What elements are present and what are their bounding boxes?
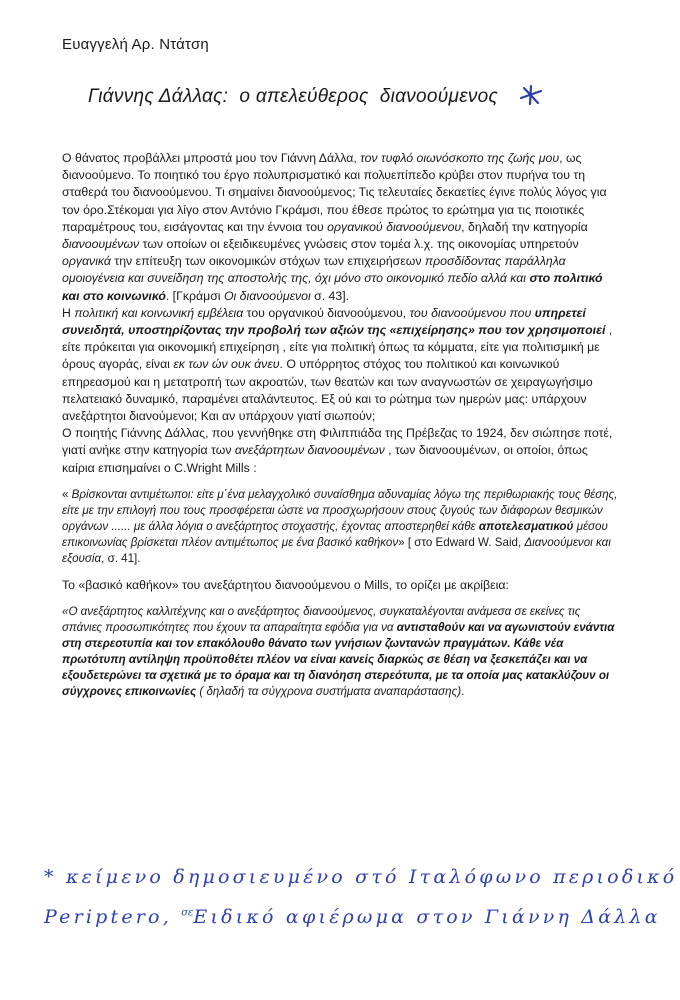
handwritten-note-line-2: Periptero, $^{\sigma\varepsilon}$Ειδικό αφιέρωμα στον Γιάννη Δάλλα xyxy=(44,906,661,928)
article-body xyxy=(62,150,622,700)
quote-1: « Βρίσκονται αντιμέτωποι: είτε μ΄ένα μελαγχολικό συναίσθημα αδυναμίας λόγω της περιθωριακής τους θέσης, είτε με την επιλογή που τους προσφέρεται ώστε να προσχωρήσουν στους ζυγούς των διάφορων θεσμικών οργάνων ...... με άλλα λόγια ο ανεξάρτητος στοχαστής, έχοντας αποστερηθεί κάθε αποτελεσματικού μέσου επικοινωνίας βρίσκεται πλέον αντιμέτωπος με ένα βασικό καθήκον» [ στο Edward W. Said, Διανοούμενοι και εξουσία, σ. 41]. xyxy=(62,487,618,565)
paragraph-3: Ο ποιητής Γιάννης Δάλλας, που γεννήθηκε στη Φιλιππιάδα της Πρέβεζας το 1924, δεν σιώπησε ποτέ, γιατί ανήκε στην κατηγορία των ανεξάρτητων διανοουμένων , των διανοουμένων, οι οποίοι, όπως καίρια επισημαίνει ο C.Wright Mills : xyxy=(62,426,613,475)
quote-2: «Ο ανεξάρτητος καλλιτέχνης και ο ανεξάρτητος διανοούμενος, συγκαταλέγονται ανάμεσα σε εκείνες τις σπάνιες προσωπικότητες που έχουν τα απαραίτητα εφόδια για να αντισταθούν και να αγωνιστούν ενάντια στη στερεοτυπία και τον επακόλουθο θάνατο των γνήσιων ζωντανών πραγμάτων. Κάθε νέα πρωτότυπη αντίληψη προϋποθέτει πλέον να είναι κανείς διαρκώς σε θέση να ξεσκεπάζει και να εξουδετερώνει τα σχετικά με το όραμα και τη διανόηση στερεότυπα, με τα οποία μας κατακλύζουν οι σύγχρονες επικοινωνίες ( δηλαδή τα σύγχρονα συστήματα αναπαράστασης). xyxy=(62,605,615,699)
author-name: Ευαγγελή Αρ. Ντάτση xyxy=(62,36,209,53)
handwritten-note-line-1: * κείμενο δημοσιευμένο στό Ιταλόφωνο περιοδικό xyxy=(44,866,678,888)
paragraph-4: Το «βασικό καθήκον» του ανεξάρτητου διανοούμενου ο Mills, το ορίζει με ακρίβεια: xyxy=(62,577,509,592)
paragraph-2: Η πολιτική και κοινωνική εμβέλεια του οργανικού διανοούμενου, του διανοούμενου που υπηρετεί συνειδητά, υποστηρίζοντας την προβολή των αξιών της «επιχείρησης» που τον χρησιμοποιεί , είτε πρόκειται για οικονομική επιχείρηση , είτε για πολιτική όπως τα κόμματα, είτε για πολιτισμική με όρους αγοράς, είναι εκ των ών ουκ άνευ. Ο υπόρρητος στόχος του πολιτικού και κοινωνικού επηρεασμού και η μετατροπή των ακροατών, των θεατών και των αναγνωστών σε χειραγωγήσιμο πελατειακό δυναμικό, παραμένει αταλάντευτος. Εξ ού και το ρώτημα των ημερών μας: υπάρχουν ανεξάρτητοι διανούμενοι; Και αν υπάρχουν γιατί σιωπούν; xyxy=(62,305,613,424)
article-title: Γιάννης Δάλλας: ο απελεύθερος διανοούμενος xyxy=(88,86,499,107)
handwritten-asterisk-icon xyxy=(518,82,544,108)
paragraph-1: Ο θάνατος προβάλλει μπροστά μου τον Γιάννη Δάλλα, τον τυφλό οιωνόσκοπο της ζωής μου, ως διανοούμενο. Το ποιητικό του έργο πολυπρισματικό και πολυεπίπεδο κρύβει στον πυρήνα του τη σταθερά του διανοούμενου. Τι σημαίνει διανοούμενος; Τις τελευταίες δεκαετίες έγινε πολύς λόγος για τον όρο.Στέκομαι για λίγο στον Αντόνιο Γκράμσι, που έθεσε πρώτος το ερώτημα για τις ποιοτικές παραμέτρους του, εισάγοντας και την έννοια του οργανικού διανοούμενου, δηλαδή την κατηγορία διανοουμένων των οποίων οι εξειδικευμένες γνώσεις στον τομέα λ.χ. της οικονομίας υπηρετούν οργανικά την επίτευξη των οικονομικών στόχων των επιχειρήσεων προσδίδοντας παράλληλα ομοιογένεια και συνείδηση της αποστολής της, όχι μόνο στο οικονομικό πεδίο αλλά και στο πολιτικό και στο κοινωνικό. [Γκράμσι Οι διανοούμενοι σ. 43]. xyxy=(62,151,607,303)
